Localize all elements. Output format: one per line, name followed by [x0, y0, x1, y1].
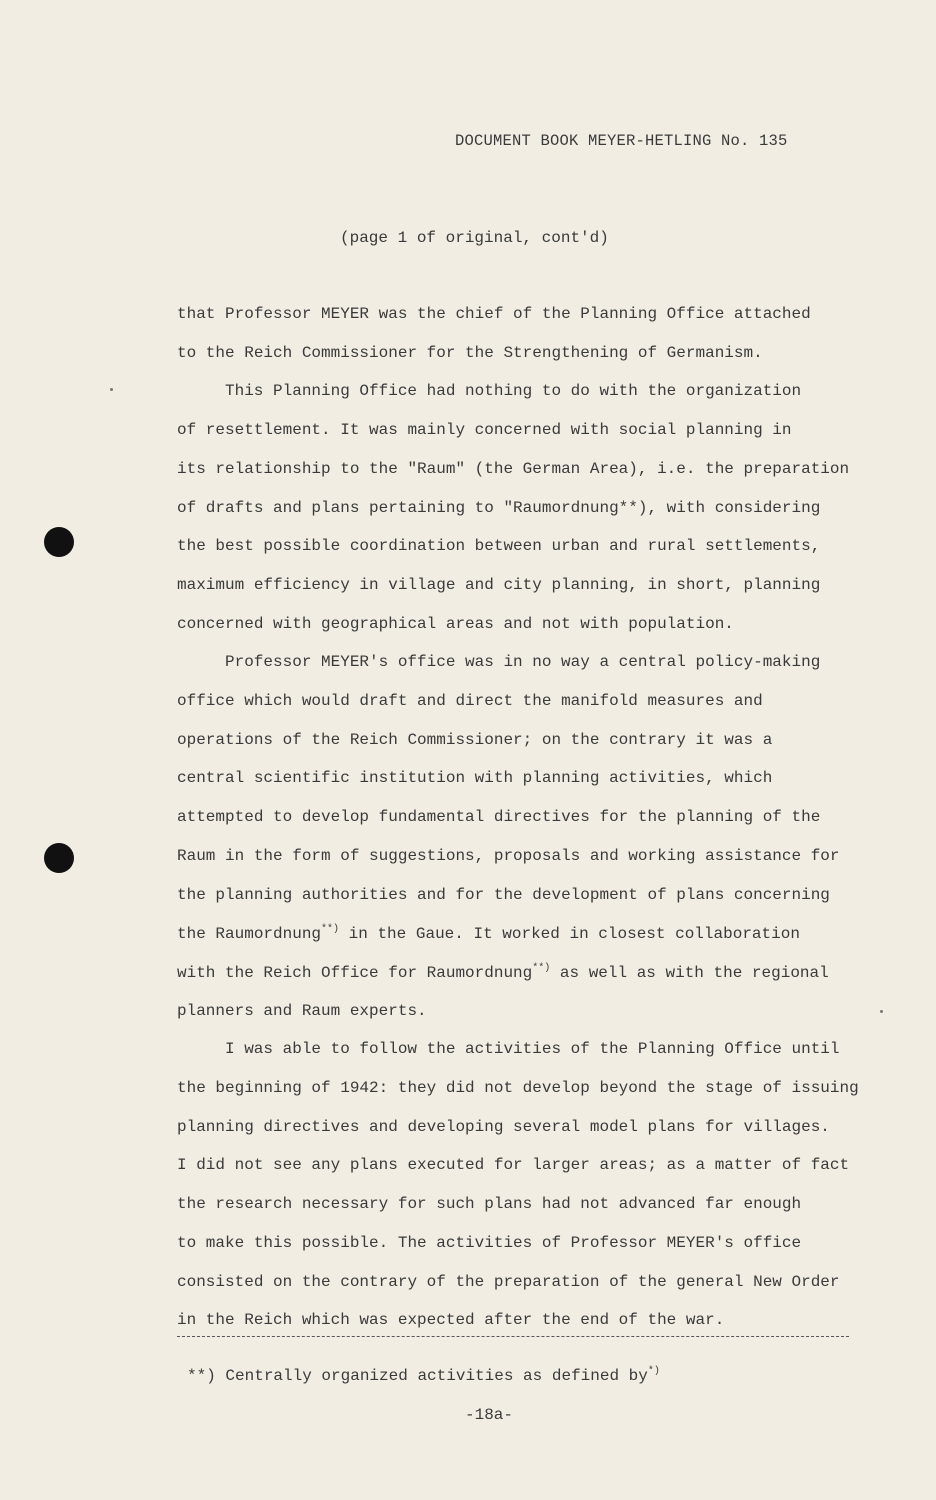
body-line — [225, 653, 820, 671]
body-line-text: operations of the Reich Commissioner; on the contrary it was a — [177, 730, 773, 749]
footnote-text: **) Centrally organized activities as defined by — [187, 1367, 648, 1385]
punch-hole — [44, 843, 74, 873]
body-line-text: planning directives and developing several model plans for villages. — [177, 1117, 830, 1136]
punch-hole — [44, 527, 74, 557]
body-line — [177, 731, 772, 749]
body-line-text: the best possible coordination between urban and rural settlements, — [177, 537, 821, 556]
body-line — [177, 1195, 801, 1213]
body-line — [177, 769, 772, 787]
body-line-text: the research necessary for such plans had not advanced far enough — [177, 1195, 802, 1214]
body-line — [177, 1118, 830, 1136]
body-line — [177, 692, 763, 710]
body-line-text: maximum efficiency in village and city planning, in short, planning — [177, 575, 821, 594]
body-line — [177, 808, 820, 826]
speck — [110, 388, 113, 391]
body-line — [177, 537, 820, 555]
body-line — [177, 1273, 840, 1291]
body-line-text: in the Reich which was expected after the end of the war. — [177, 1311, 725, 1330]
body-line-text: of resettlement. It was mainly concerned with social planning in — [177, 421, 792, 440]
body-line-text: that Professor MEYER was the chief of the Planning Office attached — [177, 305, 811, 323]
body-line — [177, 1311, 724, 1329]
body-line — [177, 963, 829, 982]
document-header: DOCUMENT BOOK MEYER-HETLING No. 135 — [455, 132, 788, 150]
body-line-text: Raum in the form of suggestions, proposals and working assistance for — [177, 846, 840, 865]
footnote-separator — [177, 1336, 849, 1337]
body-line-text: the Raumordnung — [177, 925, 322, 944]
page-number: -18a- — [465, 1406, 514, 1424]
body-line-text: I was able to follow the activities of the Planning Office until — [225, 1040, 840, 1059]
body-line — [177, 615, 734, 633]
body-line — [177, 576, 820, 594]
body-line — [177, 1079, 859, 1097]
body-line-sup: **) — [321, 924, 340, 936]
body-line-text: This Planning Office had nothing to do with the organization — [225, 382, 802, 401]
body-line-text: office which would draft and direct the manifold measures and — [177, 692, 763, 710]
body-line-rest: in the Gaue. It worked in closest collaboration — [339, 925, 800, 944]
body-line-text: planners and Raum experts. — [177, 1001, 427, 1020]
body-line-text: its relationship to the "Raum" (the German Area), i.e. the preparation — [177, 459, 850, 478]
body-line-text: Professor MEYER's office was in no way a central policy-making — [225, 653, 821, 672]
body-line-text: consisted on the contrary of the preparation of the general New Order — [177, 1272, 840, 1291]
body-line-rest: as well as with the regional — [550, 963, 829, 982]
footnote — [187, 1366, 660, 1385]
body-line-text: with the Reich Office for Raumordnung — [177, 963, 533, 982]
body-line-text: the planning authorities and for the development of plans concerning — [177, 885, 830, 904]
body-line — [177, 421, 792, 439]
body-line — [177, 1156, 849, 1174]
body-line — [177, 924, 800, 943]
body-line-text: concerned with geographical areas and not with population. — [177, 614, 734, 633]
body-line — [177, 499, 820, 517]
body-line-text: to the Reich Commissioner for the Strengthening of Germanism. — [177, 343, 763, 362]
body-line-text: central scientific institution with planning activities, which — [177, 769, 773, 788]
speck — [880, 1010, 883, 1013]
body-line-text: I did not see any plans executed for larger areas; as a matter of fact — [177, 1156, 850, 1175]
body-line — [177, 344, 763, 362]
body-line-sup: **) — [532, 962, 551, 974]
footnote-sup: *) — [647, 1366, 660, 1377]
body-line-text: attempted to develop fundamental directives for the planning of the — [177, 808, 821, 827]
body-line-text: to make this possible. The activities of Professor MEYER's office — [177, 1233, 802, 1252]
body-line — [177, 305, 811, 323]
body-line — [177, 886, 830, 904]
body-line — [225, 382, 801, 400]
body-line-text: the beginning of 1942: they did not develop beyond the stage of issuing — [177, 1079, 859, 1097]
body-line-text: of drafts and plans pertaining to "Raumordnung**), with considering — [177, 498, 821, 517]
body-line — [177, 1234, 801, 1252]
page-subheading: (page 1 of original, cont'd) — [340, 229, 609, 247]
body-line — [225, 1040, 840, 1058]
body-line — [177, 460, 849, 478]
body-line — [177, 1002, 427, 1020]
body-line — [177, 847, 840, 865]
